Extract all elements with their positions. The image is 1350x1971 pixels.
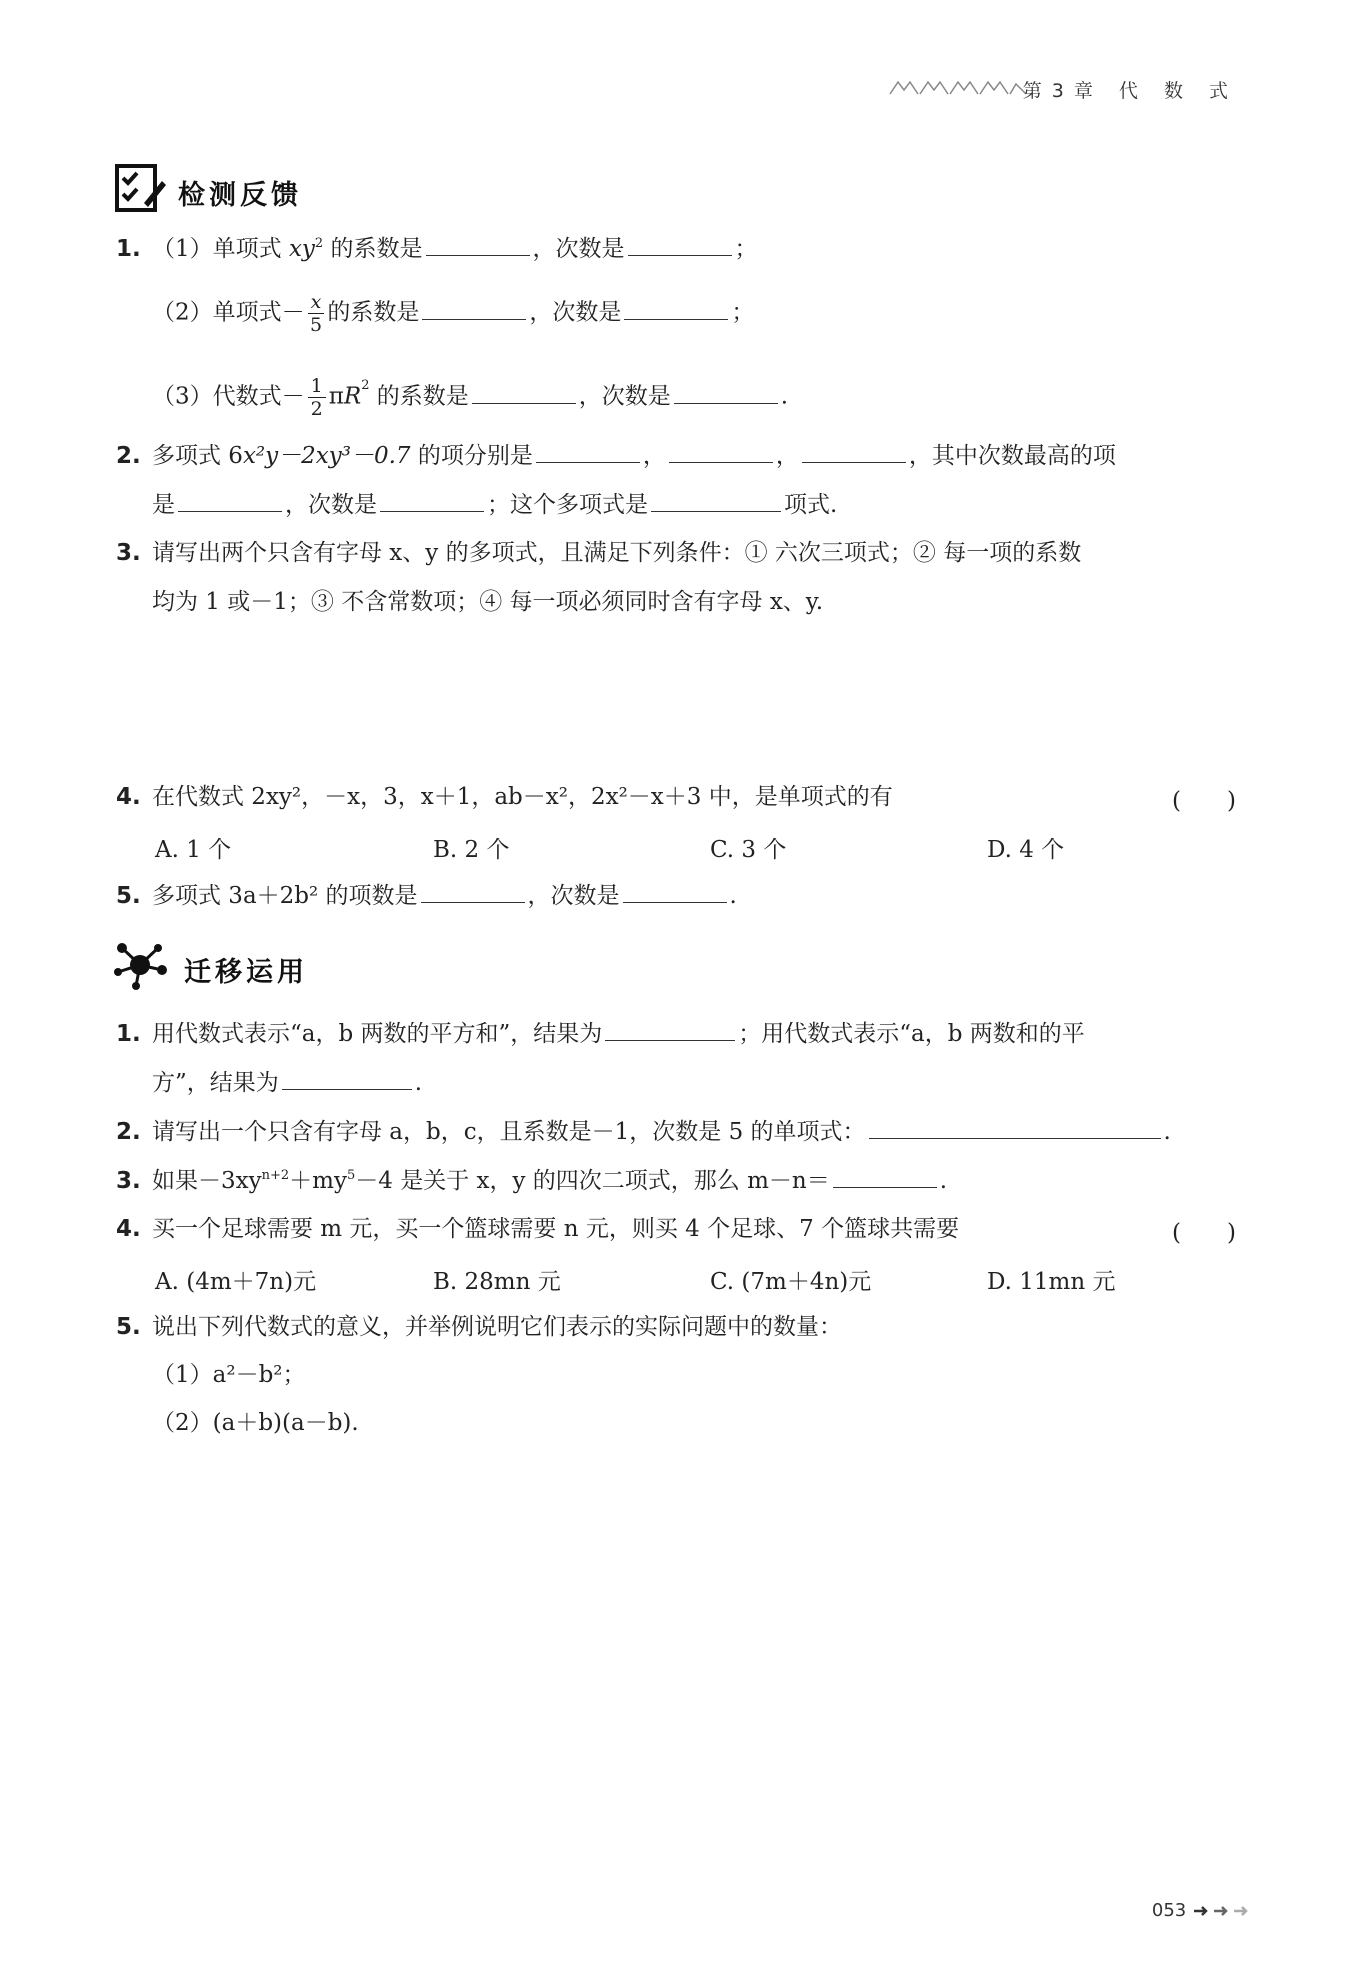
s2-q5-sub2: （2）(a＋b)(a－b). [152,1410,359,1436]
section-title-transfer: 迁移运用 [184,957,308,988]
answer-blank[interactable] [623,880,727,903]
answer-blank[interactable] [472,381,576,404]
s1-q5: 5. 多项式 3a＋2b² 的项数是 ，次数是 . [116,880,737,911]
s1-q2-line1: 2. 多项式 6x²y－2xy³－0.7 的项分别是 ， ， ，其中次数最高的项 [116,440,1116,471]
fraction: $\frac{x}{5}$ [308,291,325,336]
option-b[interactable]: B. 28mn 元 [433,1269,561,1295]
option-a[interactable]: A. 1 个 [155,837,232,863]
answer-blank[interactable] [628,233,732,256]
chapter-header: 第3章 代 数 式 [1022,80,1238,102]
s1-q2-line2: 是 ，次数是 ；这个多项式是 项式. [152,489,837,520]
answer-blank[interactable] [380,489,484,512]
answer-blank[interactable] [426,233,530,256]
answer-blank[interactable] [282,1067,412,1090]
option-a[interactable]: A. (4m＋7n)元 [155,1269,317,1295]
section-title-feedback: 检测反馈 [178,180,302,211]
s2-q3: 3. 如果$-3xy^{n+2}+my^5-4$ 是关于 x，y 的四次二项式，那么 m－n＝ . [116,1165,947,1196]
s1-q3-line1: 3. 请写出两个只含有字母 x、y 的多项式，且满足下列条件：① 六次三项式；② 每一项的系数 [116,540,1082,566]
s1-q3-line2: 均为 1 或－1；③ 不含常数项；④ 每一项必须同时含有字母 x、y. [152,589,824,615]
s2-q1-line1: 1. 用代数式表示“a，b 两数的平方和”，结果为 ；用代数式表示“a，b 两数和的平 [116,1018,1085,1049]
page-number: 053 [1152,1900,1250,1921]
option-d[interactable]: D. 4 个 [987,837,1065,863]
s2-q4-stem: 4. 买一个足球需要 m 元，买一个篮球需要 n 元，则买 4 个足球、7 个篮球共需要 [116,1216,960,1242]
fraction: $\frac{1}{2}$ [308,375,326,420]
s2-q5-sub1: （1）a²－b²； [152,1362,306,1388]
answer-blank[interactable] [624,297,728,320]
mountain-decoration-icon [888,78,1028,96]
answer-parentheses[interactable]: ( ) [1172,788,1236,814]
s1-q1-part3: （3）代数式－ $\frac{1}{2}$ $\pi R^2$ 的系数是 ，次数是 . [152,375,789,420]
answer-blank[interactable] [605,1018,735,1041]
option-d[interactable]: D. 11mn 元 [987,1269,1116,1295]
answer-blank[interactable] [422,297,526,320]
answer-blank[interactable] [421,880,525,903]
molecule-icon [112,940,168,990]
answer-blank[interactable] [833,1165,937,1188]
answer-blank[interactable] [669,440,773,463]
checklist-pencil-icon [114,163,166,215]
s2-q2: 2. 请写出一个只含有字母 a，b，c，且系数是－1，次数是 5 的单项式： . [116,1116,1171,1147]
option-c[interactable]: C. (7m＋4n)元 [710,1269,872,1295]
answer-blank[interactable] [536,440,640,463]
answer-blank[interactable] [869,1116,1161,1139]
s2-q5-stem: 5. 说出下列代数式的意义，并举例说明它们表示的实际问题中的数量： [116,1314,842,1340]
answer-blank[interactable] [802,440,906,463]
answer-blank[interactable] [651,489,781,512]
arrow-icons [1192,1904,1250,1918]
s1-q1-part1: 1. （1）单项式 $xy^2$ 的系数是 ，次数是 ； [116,233,758,264]
s2-q1-line2: 方”，结果为 . [152,1067,422,1098]
s1-q4-stem: 4. 在代数式 2xy²，－x，3，x＋1，ab－x²，2x²－x＋3 中，是单项式的有 [116,784,893,810]
answer-blank[interactable] [178,489,282,512]
answer-parentheses[interactable]: ( ) [1172,1220,1236,1246]
s1-q1-part2: （2）单项式－ $\frac{x}{5}$ 的系数是 ，次数是 ； [152,291,755,336]
option-b[interactable]: B. 2 个 [433,837,510,863]
answer-blank[interactable] [674,381,778,404]
option-c[interactable]: C. 3 个 [710,837,787,863]
